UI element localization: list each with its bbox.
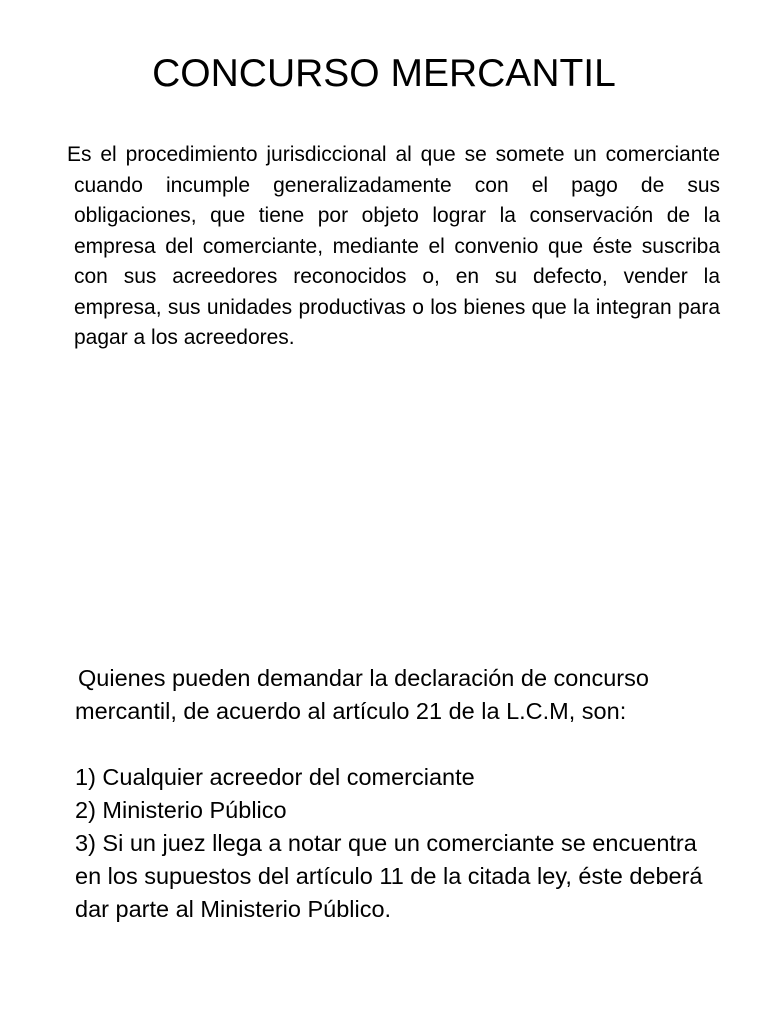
list-item: 1) Cualquier acreedor del comerciante: [75, 764, 475, 790]
page-title: CONCURSO MERCANTIL: [152, 52, 616, 95]
list-item: 2) Ministerio Público: [75, 797, 287, 823]
applicants-section: [75, 662, 725, 926]
list-item: 3) Si un juez llega a notar que un comerciante se encuentra en los supuestos del artículo 11 de la citada ley, éste deberá dar parte al Ministerio Público.: [75, 830, 703, 922]
definition-paragraph: Es el procedimiento jurisdiccional al que se somete un comerciante cuando incumple generalizadamente con el pago de sus obligaciones, que tiene por objeto lograr la conservación de la empresa del comerciante, mediante el convenio que éste suscriba con sus acreedores reconocidos o, en su defecto, vender la empresa, sus unidades productivas o los bienes que la integran para pagar a los acreedores.: [67, 143, 720, 349]
applicants-intro: Quienes pueden demandar la declaración de concurso mercantil, de acuerdo al artículo 21 de la L.C.M, son:: [75, 665, 649, 724]
spacer: [75, 728, 725, 761]
